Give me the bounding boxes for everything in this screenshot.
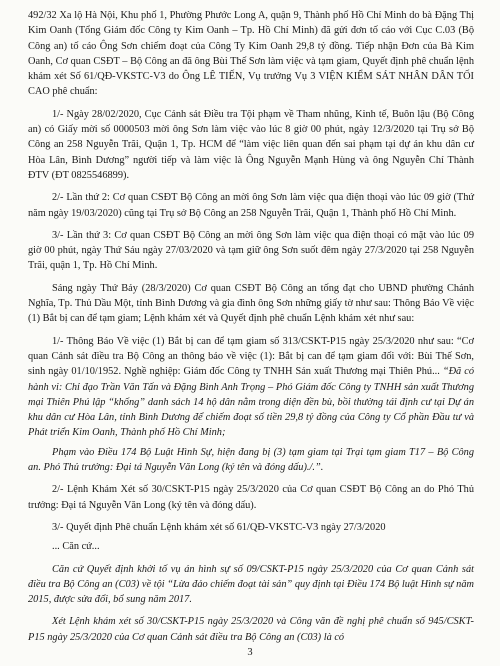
saturday-paragraph: Sáng ngày Thứ Bảy (28/3/2020) Cơ quan CSĐT Bộ Công an tống đạt cho UBND phường Chánh Nghĩa, Tp. Thủ Dầu Một, tỉnh Bình Dương và gia đình ông Sơn những giấy tờ như sau: Thông Báo Về việc (1) Bắt bị can để tạm giam; Lệnh khám xét và Quyết định phê chuẩn Lệnh khám xét như sau:: [28, 282, 474, 325]
item-2-paragraph: 2/- Lần thứ 2: Cơ quan CSĐT Bộ Công an mời ông Sơn làm việc qua điện thoại vào lúc 09 giờ (Thứ năm ngày 19/03/2020) cũng tại Trụ sở Bộ Công an 258 Nguyễn Trãi, Quận 1, Thành phố Hồ Chí Minh.: [28, 192, 474, 219]
sub-item-1-paragraph: [28, 334, 474, 441]
sub-item-1-violation: Phạm vào Điều 174 Bộ Luật Hình Sự, hiện đang bị (3) tạm giam tại Trại tạm giam T17 – Bộ Công an. Phó Thủ trưởng: Đại tá Nguyễn Văn Long (ký tên và đóng dấu)./.”.: [28, 446, 474, 474]
sub-item-3-continuation: ... Căn cứ...: [52, 541, 100, 553]
basis-2-paragraph: Xét Lệnh khám xét số 30/CSKT-P15 ngày 25/3/2020 và Công văn đề nghị phê chuẩn số 945/CSKT-P15 ngày 25/3/2020 của Cơ quan Cảnh sát điều tra Bộ Công an (C03) là có: [28, 616, 474, 643]
intro-paragraph: 492/32 Xa lộ Hà Nội, Khu phố 1, Phường Phước Long A, quận 9, Thành phố Hồ Chí Minh do bà Đặng Thị Kim Oanh (Tổng Giám đốc Công ty Kim Oanh – Tp. Hồ Chí Minh) đã gửi đơn tố cáo với Cục C.03 (Bộ Công an) tố cáo Ông Sơn chiếm đoạt của Công Ty Kim Oanh 29,8 tỷ đồng. Tiếp nhận Đơn của Bà Kim Oanh, Cơ quan CSĐT – Bộ Công an đã ông Bùi Thế Sơn làm việc và tạm giam, Quyết định phê chuẩn lệnh khám xét Số 61/QĐ-VKSTC-V3 do Ông LÊ TIẾN, Vụ trưởng Vụ 3 VIỆN KIỂM SÁT NHÂN DÂN TỐI CAO phê chuẩn:: [28, 10, 474, 98]
sub-item-2-paragraph: 2/- Lệnh Khám Xét số 30/CSKT-P15 ngày 25/3/2020 của Cơ quan CSĐT Bộ Công an do Phó Thủ trưởng: Đại tá Nguyễn Văn Long (ký tên và đóng dấu).: [28, 484, 474, 511]
item-3-paragraph: 3/- Lần thứ 3: Cơ quan CSĐT Bộ Công an mời ông Sơn làm việc qua điện thoại có mặt vào lúc 09 giờ 00 phút, ngày Thứ Sáu ngày 27/03/2020 và tạm giữ ông Sơn suốt đêm ngày 27/3/2020 tại 258 Nguyễn Trãi, quận 1, Tp. Hồ Chí Minh.: [28, 229, 474, 272]
basis-1-paragraph: Căn cứ Quyết định khởi tố vụ án hình sự số 09/CSKT-P15 ngày 25/3/2020 của Cơ quan Cảnh sát điều tra Bộ Công an (C03) về tội “Lừa đảo chiếm đoạt tài sản” quy định tại Điều 174 Bộ luật Hình sự năm 2015, được sửa đổi, bổ sung năm 2017.: [28, 563, 474, 606]
sub-item-3-heading: 3/- Quyết định Phê chuẩn Lệnh khám xét số 61/QĐ-VKSTC-V3 ngày 27/3/2020: [52, 521, 386, 533]
sub-item-1-quote: “Đã có hành vi: Chỉ đạo Trần Văn Tấn và Đặng Bình Anh Trọng – Phó Giám đốc Công ty TNHH sản xuất Thương mại Thiên Phú lập “khống” danh sách 14 hộ dân nằm trong diện đền bù, bồi thường tái định cư tại Dự án khu dân cư Hòa Lân, tỉnh Bình Dương để chiếm đoạt số tiền 29,8 tỷ đồng của Công ty Cổ phần Đầu tư và Phát triển Kim Oanh, Thành phố Hồ Chí Minh;: [28, 366, 474, 439]
sub-item-1-lead: 1/- Thông Báo Về việc (1) Bắt bị can để tạm giam số 313/CSKT-P15 ngày 25/3/2020 như sau: “Cơ quan Cảnh sát điều tra Bộ Công an thông báo về việc (1): Bắt bị can để tạm giam đối với: Bùi Thế Sơn, sinh ngày 01/10/1952. Nghề nghiệp: Giám đốc Công ty TNHH Sản xuất Thương mại Thiên Phú...: [28, 335, 474, 378]
page-number: 3: [247, 646, 253, 658]
item-1-paragraph: 1/- Ngày 28/02/2020, Cục Cảnh sát Điều tra Tội phạm về Tham nhũng, Kinh tế, Buôn lậu (Bộ Công an) có Giấy mời số 0000503 mời ông Sơn làm việc vào lúc 8 giờ 00 phút, ngày 12/3/2020 tại Trụ sở Bộ Công an 258 Nguyễn Trãi, Quận 1, Tp. HCM để “làm việc liên quan đến sai phạm tại dự án khu dân cư Hòa Lân, Bình Dương” người tiếp và làm việc là Ông Nguyễn Mạnh Hùng và ông Nguyễn Chí Thành ĐTV (ĐT 0825546899).: [28, 108, 474, 181]
